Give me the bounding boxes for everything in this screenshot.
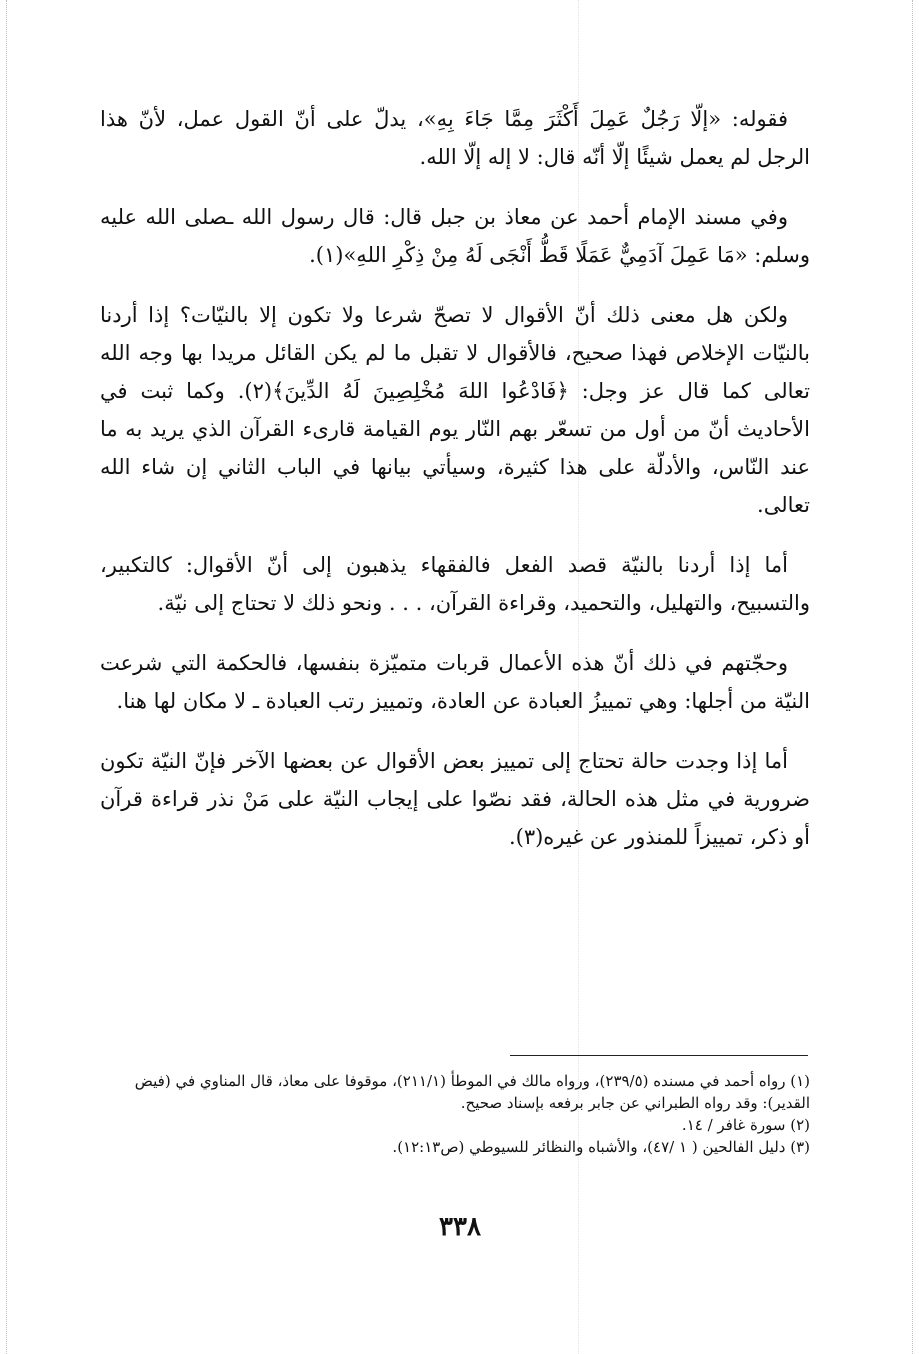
- paragraph: وحجّتهم في ذلك أنّ هذه الأعمال قربات متميّزة بنفسها، فالحكمة التي شرعت النيّة من أجلها: وهي تمييزُ العبادة عن العادة، وتمييز رتب العبادة ـ لا مكان لها هنا.: [100, 651, 810, 713]
- footnote: (٣) دليل الفالحين ( ١ /٤٧)، والأشباه والنظائر للسيوطي (ص١٢:١٣).: [392, 1138, 810, 1156]
- scan-edge-left: [6, 0, 7, 1354]
- paragraph: فقوله: «إلّا رَجُلٌ عَمِلَ أَكْثَرَ مِمَّا جَاءَ بِهِ»، يدلّ على أنّ القول عمل، لأنّ هذا الرجل لم يعمل شيئًا إلّا أنّه قال: لا إله إلّا الله.: [100, 107, 810, 169]
- scan-edge-right: [912, 0, 913, 1354]
- paragraph: ولكن هل معنى ذلك أنّ الأقوال لا تصحّ شرعا ولا تكون إلا بالنيّات؟ إذا أردنا بالنيّات الإخلاص فهذا صحيح، فالأقوال لا تقبل ما لم يكن القائل مريدا بها وجه الله تعالى كما قال عز وجل: ﴿فَادْعُوا اللهَ مُخْلِصِينَ لَهُ الدِّينَ﴾(٢). وكما ثبت في الأحاديث أنّ من أول من تسعّر بهم النّار يوم القيامة قارىء القرآن الذي يريد به ما عند النّاس، والأدلّة على هذا كثيرة، وسيأتي بيانها في الباب الثاني إن شاء الله تعالى.: [100, 303, 810, 517]
- footnote-divider: [510, 1055, 808, 1056]
- footnotes: [100, 1070, 810, 1158]
- page-number: ٣٣٨: [439, 1212, 481, 1242]
- footnote: (٢) سورة غافر / ١٤.: [681, 1116, 810, 1134]
- main-text: [100, 100, 810, 878]
- paragraph: أما إذا أردنا بالنيّة قصد الفعل فالفقهاء يذهبون إلى أنّ الأقوال: كالتكبير، والتسبيح، والتهليل، والتحميد، وقراءة القرآن، . . . ونحو ذلك لا تحتاج إلى نيّة.: [100, 553, 810, 615]
- paragraph: وفي مسند الإمام أحمد عن معاذ بن جبل قال: قال رسول الله ـصلى الله عليه وسلم: «مَا عَمِلَ آدَمِيٌّ عَمَلًا قَطُّ أَنْجَى لَهُ مِنْ ذِكْرِ اللهِ»(١).: [100, 205, 810, 267]
- paragraph: أما إذا وجدت حالة تحتاج إلى تمييز بعض الأقوال عن بعضها الآخر فإنّ النيّة تكون ضرورية في مثل هذه الحالة، فقد نصّوا على إيجاب النيّة على مَنْ نذر قراءة قرآن أو ذكر، تمييزاً للمنذور عن غيره(٣).: [100, 749, 810, 849]
- footnote: (١) رواه أحمد في مسنده (٢٣٩/٥)، ورواه مالك في الموطأ (٢١١/١)، موقوفا على معاذ، قال المناوي في (فيض القدير): وقد رواه الطبراني عن جابر برفعه بإسناد صحيح.: [134, 1072, 810, 1112]
